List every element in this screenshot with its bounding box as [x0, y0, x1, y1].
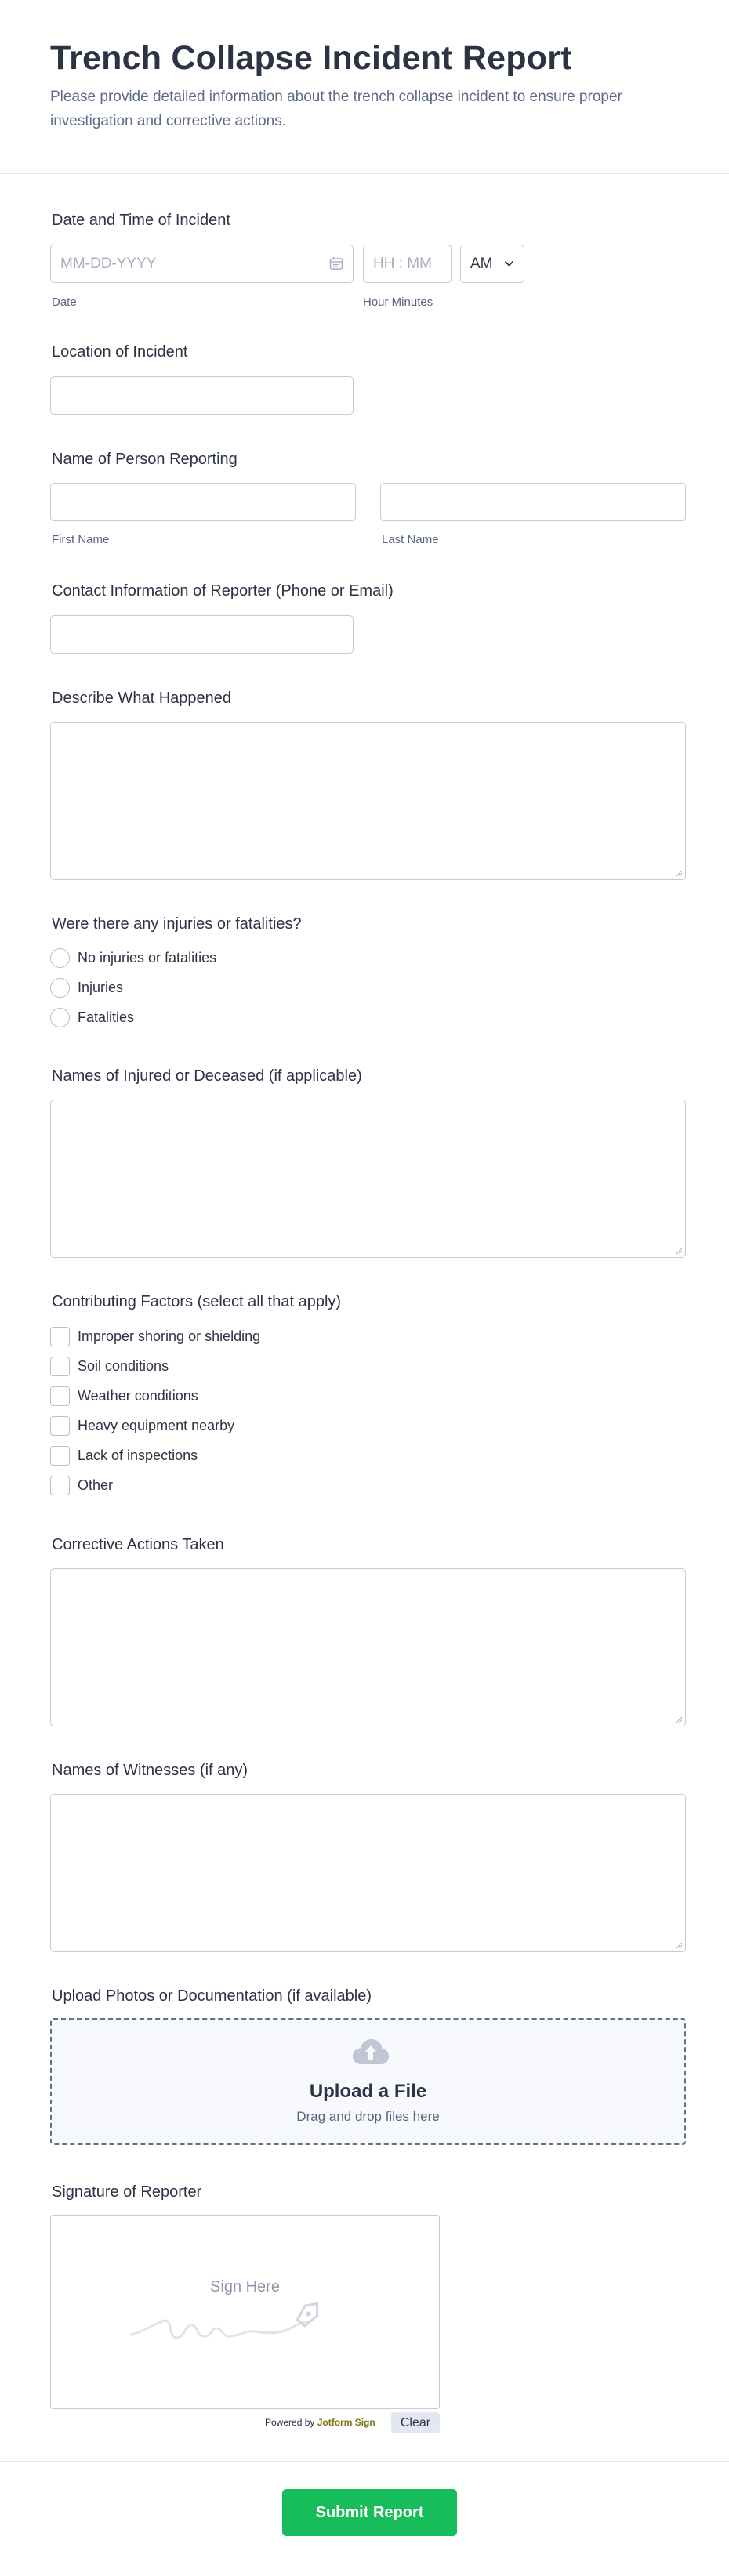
checkbox-option-label: Soil conditions: [78, 1357, 169, 1374]
form-footer: [0, 2461, 729, 2576]
powered-by-text: [265, 2417, 375, 2428]
radio-option[interactable]: [50, 977, 123, 998]
first-name-sublabel: First Name: [52, 533, 110, 546]
jotform-sign-brand: Jotform Sign: [317, 2417, 375, 2428]
upload-label: Upload Photos or Documentation (if available): [52, 1987, 372, 2005]
contact-input[interactable]: [50, 615, 354, 654]
time-input[interactable]: [363, 245, 452, 283]
checkbox[interactable]: [50, 1386, 70, 1406]
time-placeholder: HH : MM: [373, 255, 432, 272]
time-sublabel: Hour Minutes: [363, 295, 433, 309]
upload-hint: Drag and drop files here: [296, 2109, 440, 2124]
location-label: Location of Incident: [52, 343, 188, 360]
ampm-select[interactable]: [460, 245, 524, 283]
submit-button[interactable]: Submit Report: [282, 2489, 457, 2536]
location-input[interactable]: [50, 376, 354, 415]
date-placeholder: MM-DD-YYYY: [60, 255, 157, 272]
form-header: [0, 0, 729, 174]
checkbox[interactable]: [50, 1416, 70, 1436]
witnesses-label: Names of Witnesses (if any): [52, 1762, 248, 1779]
radio-button[interactable]: [50, 978, 70, 998]
radio-option-label: Fatalities: [78, 1009, 135, 1025]
reporter-name-label: Name of Person Reporting: [52, 451, 238, 468]
radio-button[interactable]: [50, 948, 70, 968]
description-textarea[interactable]: [50, 722, 686, 880]
first-name-input[interactable]: [50, 483, 356, 521]
signature-pad[interactable]: [50, 2215, 440, 2409]
radio-option-label: Injuries: [78, 979, 124, 995]
signature-scribble-icon: [129, 2289, 364, 2344]
resize-handle-icon[interactable]: [675, 1716, 683, 1723]
form-subtitle: Please provide detailed information about the trench collapse incident to ensure proper investigation and corrective actions.: [50, 89, 622, 129]
cloud-upload-icon: [352, 2038, 390, 2065]
clear-signature-button[interactable]: Clear: [391, 2412, 440, 2433]
signature-label: Signature of Reporter: [52, 2183, 202, 2201]
resize-handle-icon[interactable]: [675, 869, 683, 877]
ampm-value: AM: [470, 255, 493, 272]
checkbox-option-label: Lack of inspections: [78, 1447, 198, 1463]
checkbox-option-label: Weather conditions: [78, 1387, 198, 1404]
radio-button[interactable]: [50, 1008, 70, 1027]
checkbox-option-label: Improper shoring or shielding: [78, 1328, 261, 1344]
injured-names-label: Names of Injured or Deceased (if applicable): [52, 1067, 362, 1085]
description-label: Describe What Happened: [52, 690, 232, 707]
injured-names-textarea[interactable]: [50, 1100, 686, 1258]
checkbox-option-label: Other: [78, 1476, 114, 1493]
checkbox-option[interactable]: [50, 1475, 113, 1495]
injuries-label: Were there any injuries or fatalities?: [52, 915, 302, 933]
calendar-icon[interactable]: [329, 256, 343, 270]
chevron-down-icon: [504, 260, 514, 267]
radio-option[interactable]: [50, 947, 216, 968]
powered-by-label: Powered by: [265, 2417, 315, 2428]
witnesses-textarea[interactable]: [50, 1794, 686, 1952]
date-input[interactable]: [50, 245, 354, 283]
radio-option-label: No injuries or fatalities: [78, 949, 217, 966]
checkbox-option[interactable]: [50, 1445, 198, 1466]
checkbox-option[interactable]: [50, 1386, 198, 1406]
resize-handle-icon[interactable]: [675, 1247, 683, 1255]
file-upload-dropzone[interactable]: [50, 2018, 686, 2145]
date-time-label: Date and Time of Incident: [52, 212, 230, 229]
sign-here-placeholder: Sign Here: [210, 2278, 280, 2295]
checkbox[interactable]: [50, 1476, 70, 1495]
factors-label: Contributing Factors (select all that apply): [52, 1293, 342, 1310]
radio-option[interactable]: [50, 1007, 134, 1027]
checkbox-option[interactable]: [50, 1356, 169, 1376]
date-sublabel: Date: [52, 295, 77, 309]
corrective-textarea[interactable]: [50, 1568, 686, 1726]
checkbox[interactable]: [50, 1357, 70, 1376]
last-name-input[interactable]: [380, 483, 686, 521]
checkbox-option-label: Heavy equipment nearby: [78, 1417, 235, 1433]
checkbox-option[interactable]: [50, 1415, 234, 1436]
corrective-label: Corrective Actions Taken: [52, 1536, 224, 1553]
checkbox-option[interactable]: [50, 1326, 260, 1346]
upload-title: Upload a File: [309, 2081, 427, 2102]
resize-handle-icon[interactable]: [675, 1941, 683, 1949]
last-name-sublabel: Last Name: [382, 533, 439, 546]
form-title: Trench Collapse Incident Report: [50, 39, 572, 77]
checkbox[interactable]: [50, 1327, 70, 1346]
checkbox[interactable]: [50, 1446, 70, 1466]
contact-label: Contact Information of Reporter (Phone or Email): [52, 582, 394, 600]
